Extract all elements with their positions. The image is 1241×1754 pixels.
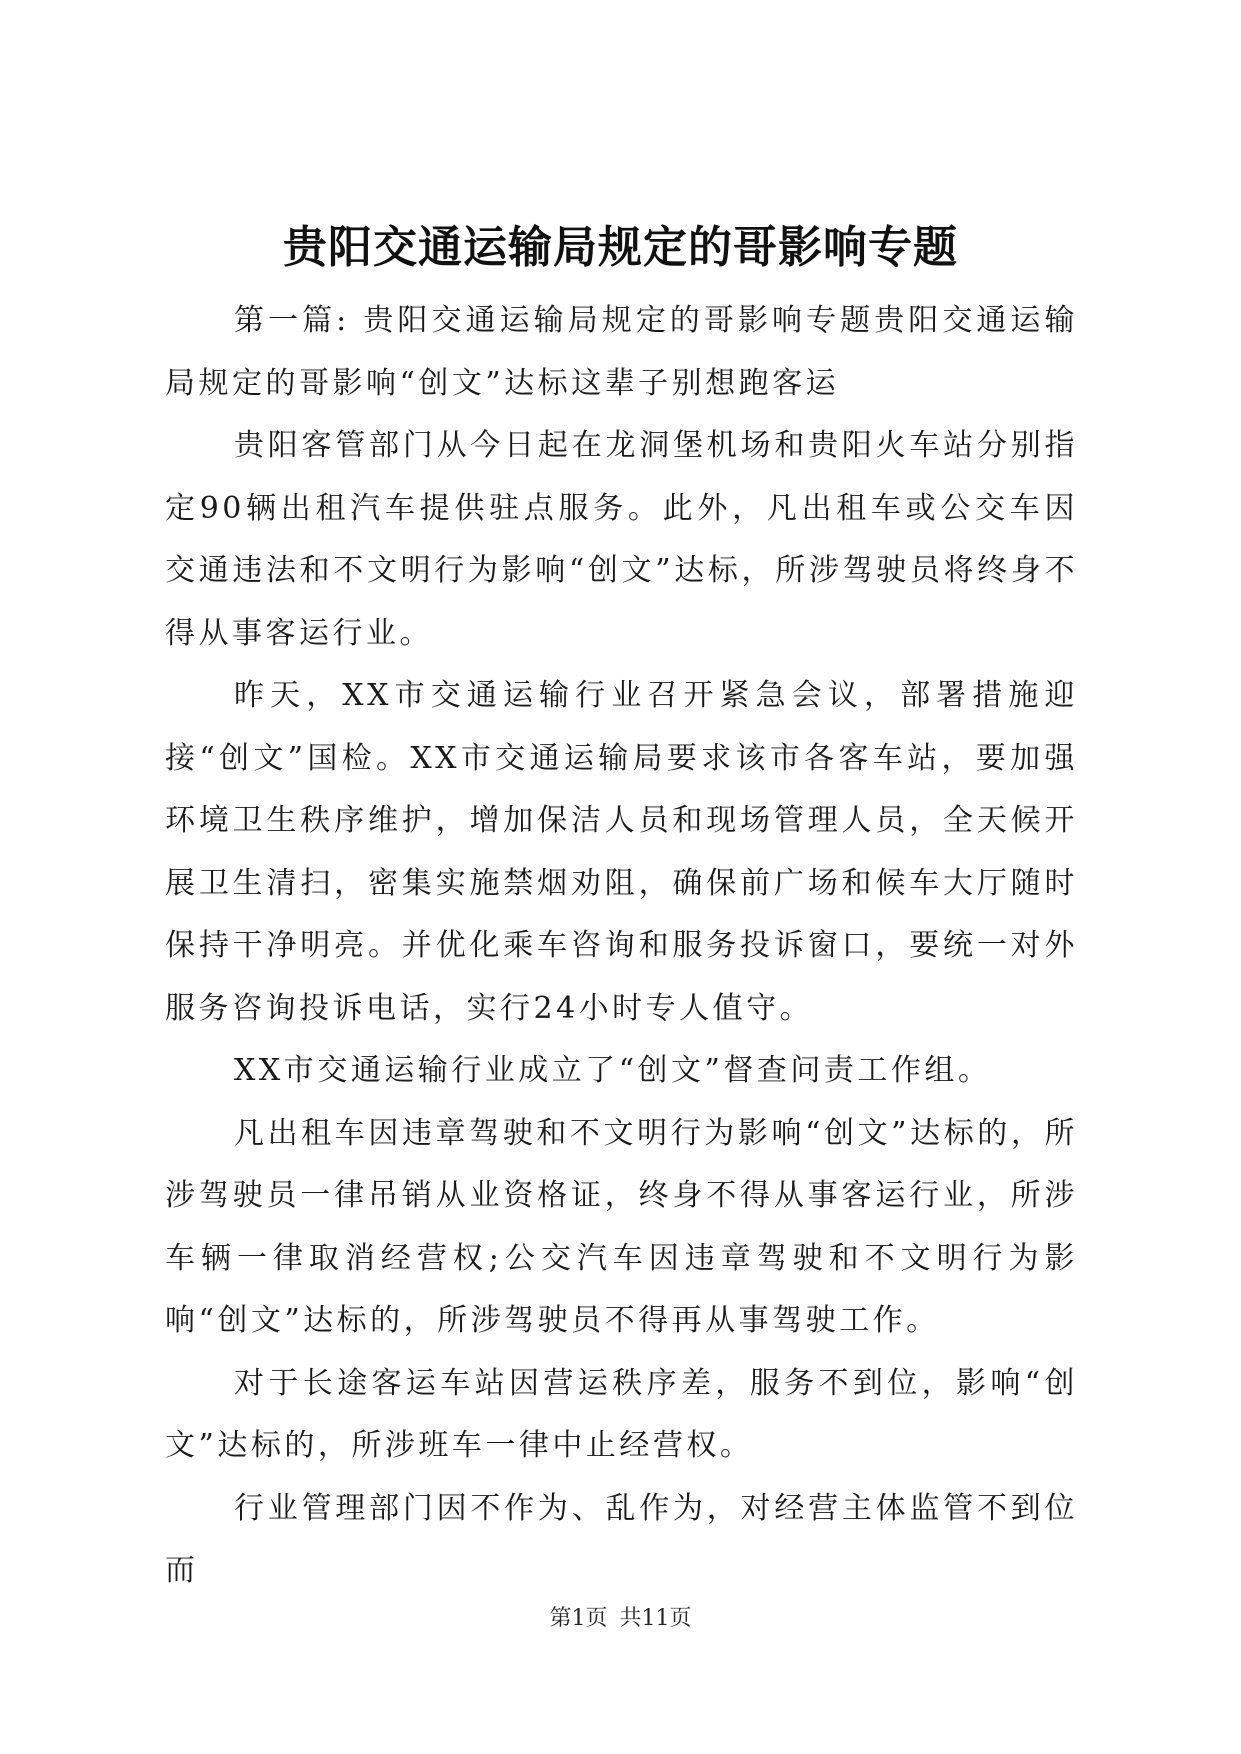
page-number: 第1页 xyxy=(549,1606,608,1631)
paragraph: XX市交通运输行业成立了“创文”督查问责工作组。 xyxy=(234,1053,992,1088)
paragraph: 凡出租车因违章驾驶和不文明行为影响“创文”达标的，所涉驾驶员一律吊销从业资格证，终身不得从事客运行业，所涉车辆一律取消经营权;公交汽车因违章驾驶和不文明行为影响“创文”达标的，所涉驾驶员不得再从事驾驶工作。 xyxy=(165,1115,1078,1338)
paragraph: 第一篇: 贵阳交通运输局规定的哥影响专题贵阳交通运输局规定的哥影响“创文”达标这辈子别想跑客运 xyxy=(165,303,1078,401)
page-total: 共11页 xyxy=(619,1606,692,1631)
paragraph: 行业管理部门因不作为、乱作为，对经营主体监管不到位而 xyxy=(165,1490,1078,1588)
paragraph: 对于长途客运车站因营运秩序差，服务不到位，影响“创文”达标的，所涉班车一律中止经营权。 xyxy=(165,1365,1078,1463)
document-title: 贵阳交通运输局规定的哥影响专题 xyxy=(283,222,958,273)
page-footer xyxy=(0,1604,1241,1634)
document-body xyxy=(165,290,1078,1603)
paragraph: 贵阳客管部门从今日起在龙洞堡机场和贵阳火车站分别指定90辆出租汽车提供驻点服务。此外，凡出租车或公交车因交通违法和不文明行为影响“创文”达标，所涉驾驶员将终身不得从事客运行业。 xyxy=(165,428,1078,651)
paragraph: 昨天，XX市交通运输行业召开紧急会议，部署措施迎接“创文”国检。XX市交通运输局要求该市各客车站，要加强环境卫生秩序维护，增加保洁人员和现场管理人员，全天候开展卫生清扫，密集实施禁烟劝阻，确保前广场和候车大厅随时保持干净明亮。并优化乘车咨询和服务投诉窗口，要统一对外服务咨询投诉电话，实行24小时专人值守。 xyxy=(165,678,1078,1026)
